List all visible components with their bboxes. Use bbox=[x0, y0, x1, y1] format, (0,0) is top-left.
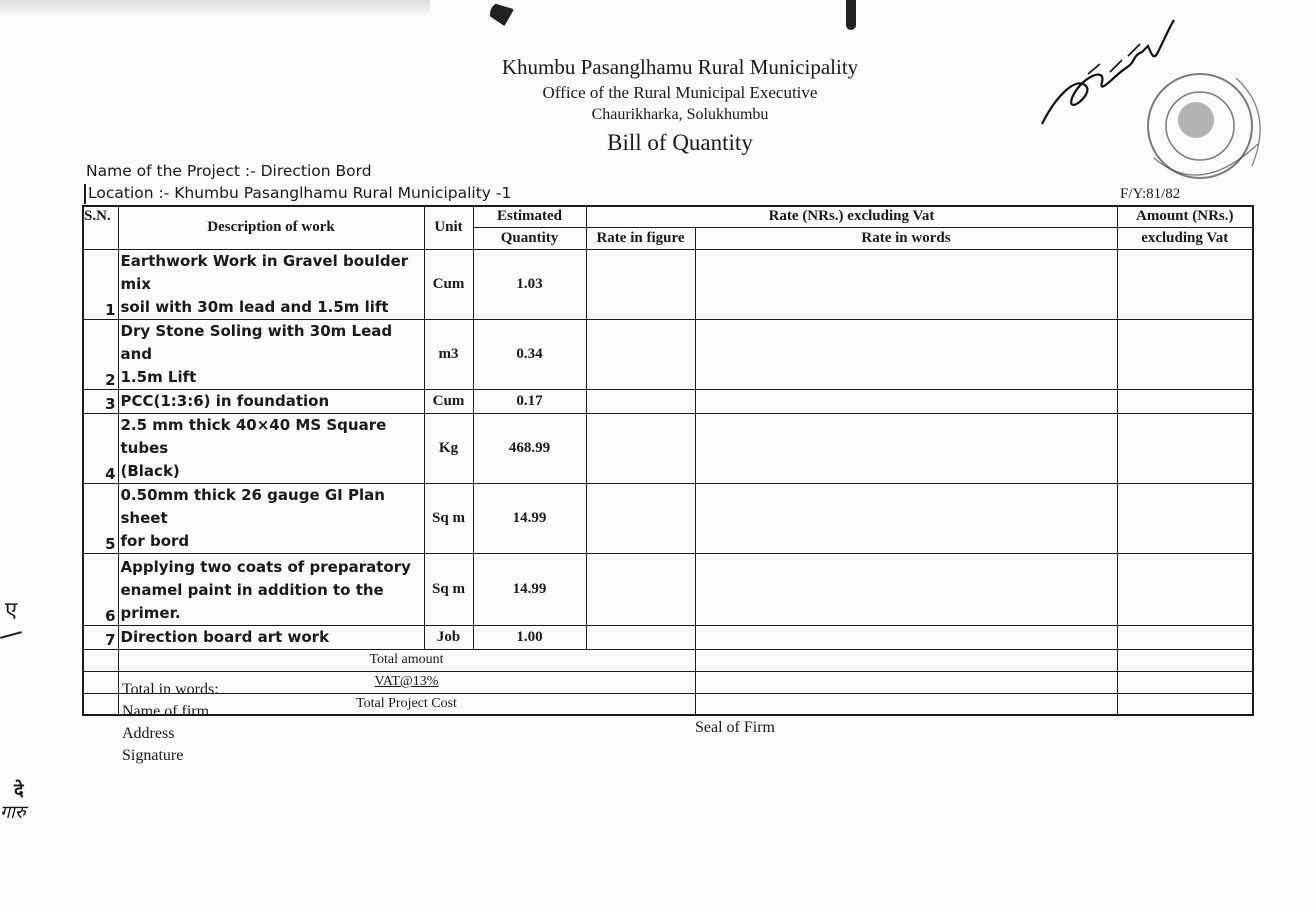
row-description: Dry Stone Soling with 30m Lead and 1.5m Lift bbox=[118, 319, 424, 389]
row-rate-words[interactable] bbox=[695, 413, 1117, 483]
row-sn: 5 bbox=[83, 483, 118, 553]
margin-mark: ए bbox=[5, 597, 18, 622]
row-rate-words[interactable] bbox=[695, 319, 1117, 389]
row-quantity: 1.03 bbox=[473, 249, 586, 319]
row-unit: Sq m bbox=[424, 483, 473, 553]
fiscal-year: F/Y:81/82 bbox=[1120, 186, 1181, 202]
row-quantity: 14.99 bbox=[473, 483, 586, 553]
row-unit: Kg bbox=[424, 413, 473, 483]
total-amount-words[interactable] bbox=[695, 649, 1117, 671]
row-unit: Cum bbox=[424, 389, 473, 413]
row-rate-figure[interactable] bbox=[586, 553, 695, 625]
margin-mark: दे bbox=[14, 780, 24, 800]
row-unit: Cum bbox=[424, 249, 473, 319]
binder-clip-right bbox=[846, 0, 856, 30]
row-description: Earthwork Work in Gravel boulder mix soil with 30m lead and 1.5m lift bbox=[118, 249, 424, 319]
row-rate-words[interactable] bbox=[695, 483, 1117, 553]
bill-of-quantity-table bbox=[82, 205, 1254, 716]
table-row bbox=[83, 553, 1253, 625]
row-amount[interactable] bbox=[1117, 389, 1253, 413]
binder-clip-left bbox=[490, 2, 514, 26]
margin-mark: गारु bbox=[0, 802, 26, 822]
address-label: Address bbox=[122, 725, 175, 742]
total-project-cost-row bbox=[83, 693, 1253, 715]
row-quantity: 14.99 bbox=[473, 553, 586, 625]
col-sn: S.N. bbox=[83, 206, 118, 249]
row-description: 0.50mm thick 26 gauge GI Plan sheet for bord bbox=[118, 483, 424, 553]
row-amount[interactable] bbox=[1117, 249, 1253, 319]
cost-sn-cell bbox=[83, 693, 118, 715]
total-project-cost-value[interactable] bbox=[1117, 693, 1253, 715]
row-rate-words[interactable] bbox=[695, 625, 1117, 649]
col-rate-group: Rate (NRs.) excluding Vat bbox=[586, 206, 1117, 227]
row-amount[interactable] bbox=[1117, 319, 1253, 389]
document-title: Bill of Quantity bbox=[607, 130, 753, 155]
row-sn: 3 bbox=[83, 389, 118, 413]
row-amount[interactable] bbox=[1117, 413, 1253, 483]
total-amount-row bbox=[83, 649, 1253, 671]
org-name: Khumbu Pasanglhamu Rural Municipality bbox=[501, 55, 859, 79]
col-quantity: Quantity bbox=[473, 227, 586, 249]
header-row bbox=[83, 206, 1253, 227]
table-row bbox=[83, 483, 1253, 553]
row-rate-figure[interactable] bbox=[586, 319, 695, 389]
table-row bbox=[83, 413, 1253, 483]
col-amount: Amount (NRs.) bbox=[1117, 206, 1253, 227]
seal-of-firm-label: Seal of Firm bbox=[695, 719, 775, 736]
row-quantity: 1.00 bbox=[473, 625, 586, 649]
footer-block bbox=[122, 679, 219, 767]
table-row bbox=[83, 249, 1253, 319]
scan-shadow bbox=[0, 0, 430, 14]
project-location: Location :- Khumbu Pasanglhamu Rural Municipality -1 bbox=[84, 184, 511, 204]
row-rate-words[interactable] bbox=[695, 553, 1117, 625]
row-amount[interactable] bbox=[1117, 553, 1253, 625]
office-name: Office of the Rural Municipal Executive bbox=[542, 83, 818, 102]
row-quantity: 0.17 bbox=[473, 389, 586, 413]
table-row bbox=[83, 319, 1253, 389]
row-unit: Job bbox=[424, 625, 473, 649]
total-amount-value[interactable] bbox=[1117, 649, 1253, 671]
col-estimated: Estimated bbox=[473, 206, 586, 227]
project-name: Name of the Project :- Direction Bord bbox=[86, 162, 372, 180]
total-project-cost-label: Total Project Cost bbox=[118, 693, 695, 715]
table-row bbox=[83, 389, 1253, 413]
row-sn: 6 bbox=[83, 553, 118, 625]
col-amount-vat: excluding Vat bbox=[1117, 227, 1253, 249]
row-sn: 4 bbox=[83, 413, 118, 483]
margin-stroke bbox=[0, 631, 22, 639]
vat-row bbox=[83, 671, 1253, 693]
row-unit: m3 bbox=[424, 319, 473, 389]
row-unit: Sq m bbox=[424, 553, 473, 625]
vat-value[interactable] bbox=[1117, 671, 1253, 693]
vat-label: VAT@13% bbox=[118, 671, 695, 693]
row-rate-figure[interactable] bbox=[586, 483, 695, 553]
col-unit: Unit bbox=[424, 206, 473, 249]
row-description: Applying two coats of preparatory enamel paint in addition to the primer. bbox=[118, 553, 424, 625]
total-project-cost-words[interactable] bbox=[695, 693, 1117, 715]
col-description: Description of work bbox=[118, 206, 424, 249]
row-rate-figure[interactable] bbox=[586, 389, 695, 413]
row-rate-words[interactable] bbox=[695, 249, 1117, 319]
row-quantity: 468.99 bbox=[473, 413, 586, 483]
vat-words[interactable] bbox=[695, 671, 1117, 693]
row-description: Direction board art work bbox=[118, 625, 424, 649]
total-sn-cell bbox=[83, 649, 118, 671]
name-of-firm-label: Name of firm bbox=[122, 703, 210, 720]
row-description: 2.5 mm thick 40×40 MS Square tubes (Black) bbox=[118, 413, 424, 483]
row-rate-figure[interactable] bbox=[586, 249, 695, 319]
col-rate-figure: Rate in figure bbox=[586, 227, 695, 249]
row-sn: 7 bbox=[83, 625, 118, 649]
total-in-words-label: Total in words: bbox=[122, 681, 219, 698]
table-row bbox=[83, 625, 1253, 649]
total-amount-label: Total amount bbox=[118, 649, 695, 671]
row-amount[interactable] bbox=[1117, 483, 1253, 553]
row-rate-figure[interactable] bbox=[586, 625, 695, 649]
vat-sn-cell bbox=[83, 671, 118, 693]
row-quantity: 0.34 bbox=[473, 319, 586, 389]
row-sn: 2 bbox=[83, 319, 118, 389]
row-rate-words[interactable] bbox=[695, 389, 1117, 413]
office-place: Chaurikharka, Solukhumbu bbox=[591, 106, 769, 123]
row-amount[interactable] bbox=[1117, 625, 1253, 649]
row-sn: 1 bbox=[83, 249, 118, 319]
col-rate-words: Rate in words bbox=[695, 227, 1117, 249]
row-rate-figure[interactable] bbox=[586, 413, 695, 483]
row-description: PCC(1:3:6) in foundation bbox=[118, 389, 424, 413]
signature-label: Signature bbox=[122, 747, 184, 764]
municipality-seal bbox=[1140, 66, 1280, 198]
